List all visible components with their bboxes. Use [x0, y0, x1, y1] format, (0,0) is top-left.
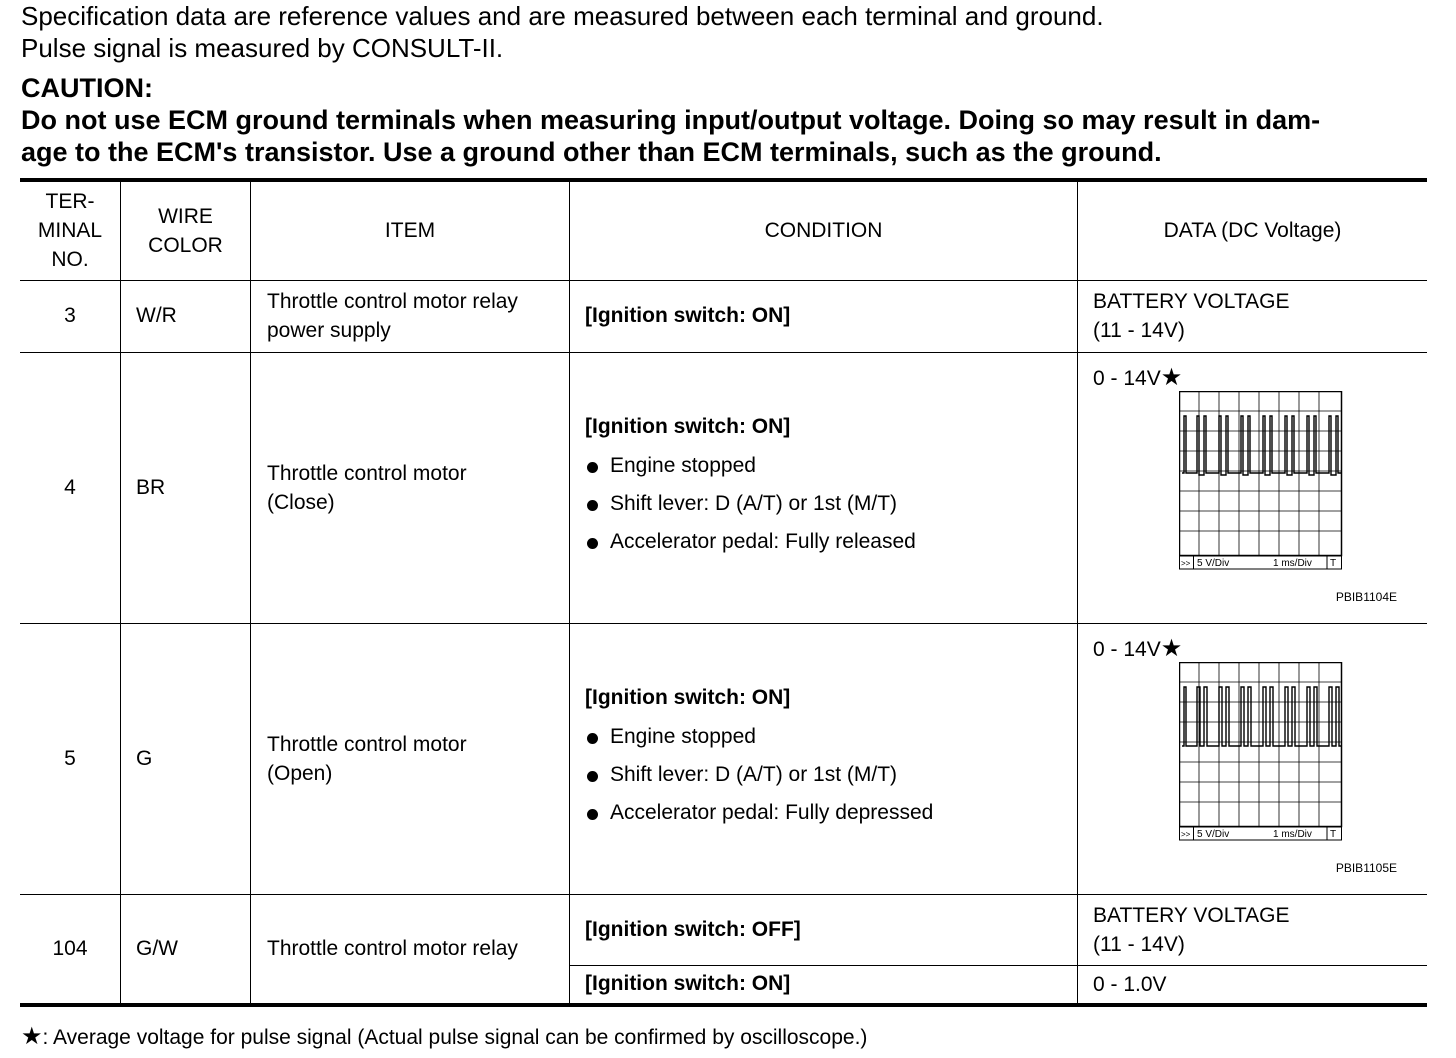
data-value: 0 - 1.0V [1078, 965, 1428, 1005]
item [251, 352, 570, 623]
caution-title: CAUTION: [21, 73, 153, 103]
table-row [20, 352, 1427, 623]
wire-color: G [121, 623, 251, 894]
waveform-block [1093, 624, 1427, 874]
header-wire-color [121, 180, 251, 280]
condition-list [585, 718, 1077, 832]
header-data: DATA (DC Voltage) [1078, 180, 1428, 280]
wire-color: BR [121, 352, 251, 623]
scope-scale-right: 1 ms/Div [1273, 557, 1312, 569]
header-terminal-no [20, 180, 121, 280]
item-line-2: power supply [267, 319, 391, 342]
voltage-value [1093, 363, 1182, 393]
data-line-1: BATTERY VOLTAGE [1093, 903, 1290, 927]
scope-trigger-label: T [1330, 828, 1337, 840]
data-value [1078, 894, 1428, 965]
star-icon: ★ [1160, 363, 1183, 391]
voltage-value [1093, 634, 1182, 664]
condition: [Ignition switch: ON] [570, 280, 1078, 352]
terminal-no: 104 [20, 894, 121, 1005]
table-row [20, 894, 1427, 965]
header-condition: CONDITION [570, 180, 1078, 280]
condition: [Ignition switch: ON] [570, 965, 1078, 1005]
table-row [20, 280, 1427, 352]
item: Throttle control motor relay [251, 894, 570, 1005]
footnote [21, 1022, 867, 1051]
list-item: Accelerator pedal: Fully depressed [585, 794, 1077, 832]
data-line-2: (11 - 14V) [1093, 932, 1185, 956]
intro-line-2: Pulse signal is measured by CONSULT-II. [21, 33, 504, 63]
caution-line-1: Do not use ECM ground terminals when measuring input/output voltage. Doing so may result in dam- [21, 105, 1321, 135]
condition-heading: [Ignition switch: ON] [585, 685, 791, 709]
data-line-1: BATTERY VOLTAGE [1093, 290, 1290, 313]
header-wire-line-2: COLOR [148, 233, 223, 257]
list-item: Engine stopped [585, 447, 1077, 485]
wire-color: W/R [121, 280, 251, 352]
terminal-no: 3 [20, 280, 121, 352]
scope-arrows-icon: >> [1181, 558, 1191, 568]
list-item: Shift lever: D (A/T) or 1st (M/T) [585, 485, 1077, 523]
item [251, 280, 570, 352]
scope-scale-left: 5 V/Div [1197, 557, 1230, 569]
condition-heading: [Ignition switch: ON] [585, 414, 791, 438]
scope-trigger-label: T [1330, 557, 1337, 569]
intro-text [21, 0, 1104, 64]
wire-color: G/W [121, 894, 251, 1005]
scope-arrows-icon: >> [1181, 829, 1191, 839]
table-row [20, 623, 1427, 894]
terminal-no: 4 [20, 352, 121, 623]
item-line-1: Throttle control motor [267, 461, 467, 485]
figure-code: PBIB1104E [1335, 589, 1397, 604]
header-terminal-line-1: TER- [45, 190, 95, 214]
terminal-spec-table [20, 178, 1427, 1007]
item [251, 623, 570, 894]
star-icon: ★ [21, 1023, 43, 1050]
condition [570, 352, 1078, 623]
figure-code: PBIB1105E [1335, 860, 1397, 875]
header-terminal-line-3: NO. [51, 248, 89, 272]
item-line-1: Throttle control motor relay [267, 290, 518, 313]
intro-line-1: Specification data are reference values and are measured between each terminal and ground. [21, 1, 1104, 31]
footnote-text: : Average voltage for pulse signal (Actual pulse signal can be confirmed by oscilloscope.) [42, 1026, 868, 1049]
waveform-block [1093, 353, 1427, 603]
caution-line-2: age to the ECM's transistor. Use a ground other than ECM terminals, such as the ground. [21, 137, 1162, 167]
header-terminal-line-2: MINAL [37, 219, 103, 243]
table-header-row [20, 180, 1427, 280]
list-item: Accelerator pedal: Fully released [585, 523, 1077, 561]
data-line-2: (11 - 14V) [1093, 319, 1185, 342]
voltage-text: 0 - 14V [1093, 637, 1161, 661]
list-item: Engine stopped [585, 718, 1077, 756]
caution-text [21, 104, 1431, 168]
list-item: Shift lever: D (A/T) or 1st (M/T) [585, 756, 1077, 794]
item-line-2: (Open) [267, 761, 333, 785]
star-icon: ★ [1160, 634, 1183, 662]
condition-list [585, 447, 1077, 561]
voltage-text: 0 - 14V [1093, 366, 1161, 390]
data-value [1078, 623, 1428, 894]
oscilloscope-waveform [1179, 662, 1344, 844]
header-item: ITEM [251, 180, 570, 280]
condition: [Ignition switch: OFF] [570, 894, 1078, 965]
terminal-no: 5 [20, 623, 121, 894]
scope-scale-right: 1 ms/Div [1273, 828, 1312, 840]
item-line-2: (Close) [267, 490, 335, 514]
scope-scale-left: 5 V/Div [1197, 828, 1230, 840]
header-wire-line-1: WIRE [158, 204, 213, 228]
data-value [1078, 280, 1428, 352]
oscilloscope-waveform [1179, 391, 1344, 573]
data-value [1078, 352, 1428, 623]
item-line-1: Throttle control motor [267, 732, 467, 756]
condition [570, 623, 1078, 894]
